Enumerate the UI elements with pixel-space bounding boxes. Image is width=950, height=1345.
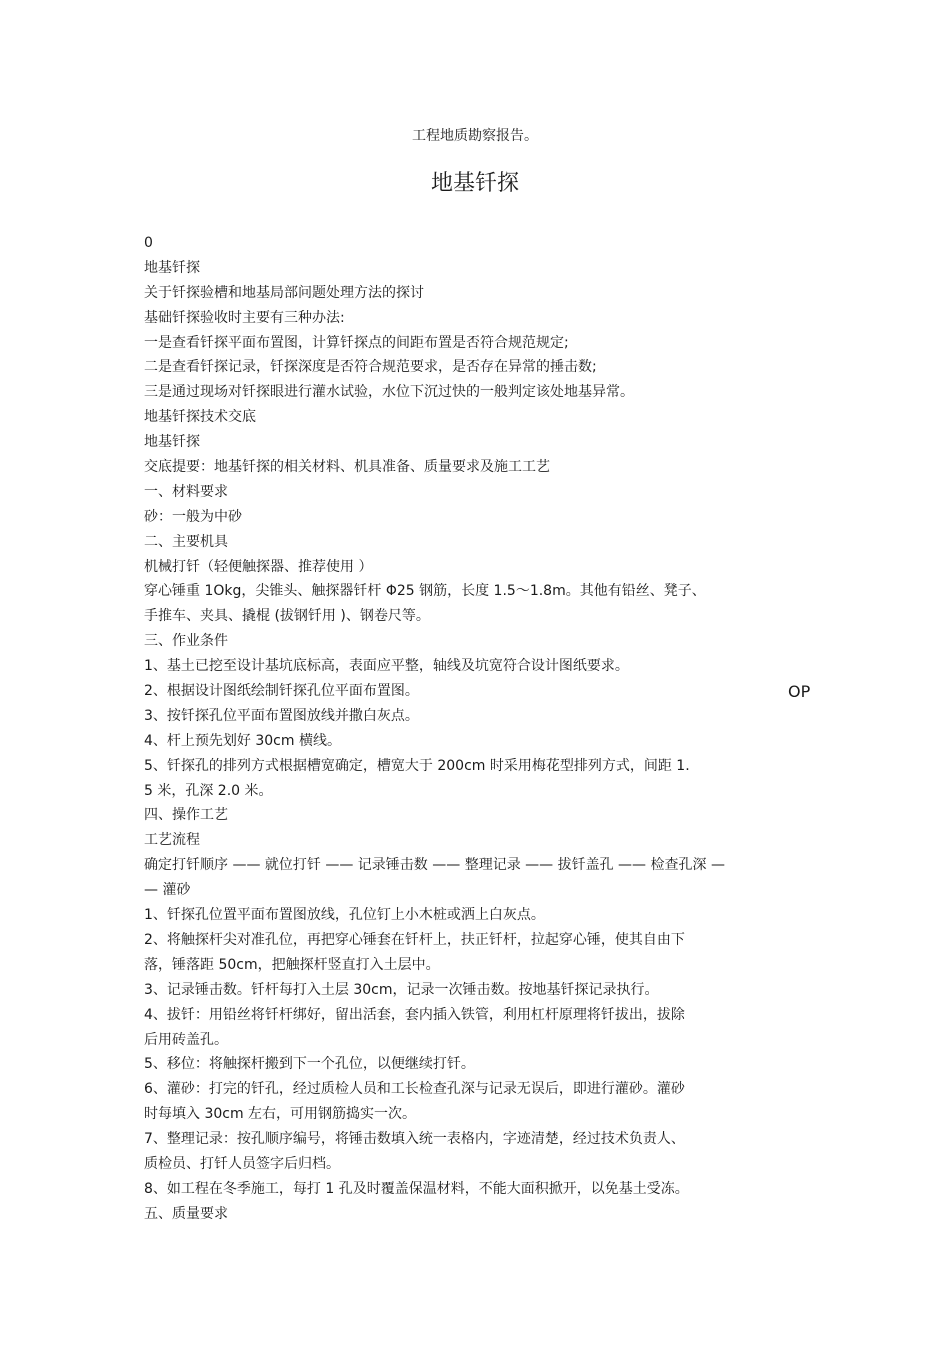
body-line: 8、如工程在冬季施工，每打 1 孔及时覆盖保温材料，不能大面积掀开，以免基土受冻。 (144, 1180, 689, 1197)
document-title: 地基钎探 (430, 171, 519, 196)
body-line: 2、根据设计图纸绘制钎探孔位平面布置图。 (144, 683, 419, 700)
document-header: 工程地质勘察报告。 (412, 128, 538, 144)
body-line: 地基钎探 (144, 434, 200, 451)
body-line: 关于钎探验槽和地基局部问题处理方法的探讨 (144, 284, 424, 301)
body-line: 交底提要：地基钎探的相关材料、机具准备、质量要求及施工工艺 (144, 459, 550, 476)
body-line: 1、钎探孔位置平面布置图放线，孔位钉上小木桩或洒上白灰点。 (144, 907, 545, 924)
document-body (144, 231, 804, 1227)
body-line: — 灌砂 (144, 882, 191, 899)
body-line: 三、作业条件 (144, 633, 228, 650)
body-line: 时每填入 30cm 左右，可用钢筋捣实一次。 (144, 1106, 417, 1123)
body-line: 手推车、夹具、撬棍 (拔钢钎用 )、钢卷尺等。 (144, 608, 430, 625)
body-line: 确定打钎顺序 —— 就位打钎 —— 记录锤击数 —— 整理记录 —— 拔钎盖孔 —— 检查孔深 — (144, 857, 725, 874)
body-line: 基础钎探验收时主要有三种办法: (144, 309, 345, 326)
body-line: 地基钎探 (144, 259, 200, 276)
body-line: 2、将触探杆尖对准孔位，再把穿心锤套在钎杆上，扶正钎杆，拉起穿心锤，使其自由下 (144, 931, 685, 948)
body-line: 质检员、打钎人员签字后归档。 (144, 1155, 340, 1172)
body-line: 落，锤落距 50cm，把触探杆竖直打入土层中。 (144, 956, 440, 973)
body-line: 6、灌砂：打完的钎孔，经过质检人员和工长检查孔深与记录无误后，即进行灌砂。灌砂 (144, 1081, 685, 1098)
body-line: 五、质量要求 (144, 1205, 228, 1222)
body-line: 5、钎探孔的排列方式根据槽宽确定，槽宽大于 200cm 时采用梅花型排列方式，间距 1. (144, 757, 690, 774)
body-line: 四、操作工艺 (144, 807, 228, 824)
body-line: 三是通过现场对钎探眼进行灌水试验，水位下沉过快的一般判定该处地基异常。 (144, 384, 634, 401)
body-line: 地基钎探技术交底 (144, 409, 256, 426)
body-line: 4、拔钎：用铅丝将钎杆绑好，留出活套，套内插入铁管，利用杠杆原理将钎拔出，拔除 (144, 1006, 685, 1023)
side-mark: OP (788, 682, 811, 701)
body-line: 4、杆上预先划好 30cm 横线。 (144, 732, 341, 749)
body-line: 7、整理记录：按孔顺序编号，将锤击数填入统一表格内，字迹清楚，经过技术负责人、 (144, 1131, 685, 1148)
body-line: 工艺流程 (144, 832, 200, 849)
body-line: 砂：一般为中砂 (144, 508, 242, 525)
body-line: 二、主要机具 (144, 533, 228, 550)
body-line: 后用砖盖孔。 (144, 1031, 228, 1048)
body-line: 一、材料要求 (144, 483, 228, 500)
body-line: 穿心锤重 1Okg，尖锥头、触探器钎杆 Φ25 钢筋，长度 1.5～1.8m。其他有铅丝、凳子、 (144, 583, 706, 600)
body-line: 3、按钎探孔位平面布置图放线并撒白灰点。 (144, 707, 419, 724)
body-line: 0 (144, 235, 153, 251)
body-line: 3、记录锤击数。钎杆每打入土层 30cm，记录一次锤击数。按地基钎探记录执行。 (144, 981, 659, 998)
body-line: 1、基土已挖至设计基坑底标高，表面应平整，轴线及坑宽符合设计图纸要求。 (144, 658, 629, 675)
body-line: 机械打钎（轻便触探器、推荐使用 ） (144, 558, 373, 575)
body-line: 一是查看钎探平面布置图，计算钎探点的间距布置是否符合规范规定; (144, 334, 569, 351)
body-line: 5、移位：将触探杆搬到下一个孔位，以便继续打钎。 (144, 1056, 475, 1073)
body-line: 二是查看钎探记录，钎探深度是否符合规范要求，是否存在异常的捶击数; (144, 359, 597, 376)
body-line: 5 米，孔深 2.0 米。 (144, 782, 273, 799)
